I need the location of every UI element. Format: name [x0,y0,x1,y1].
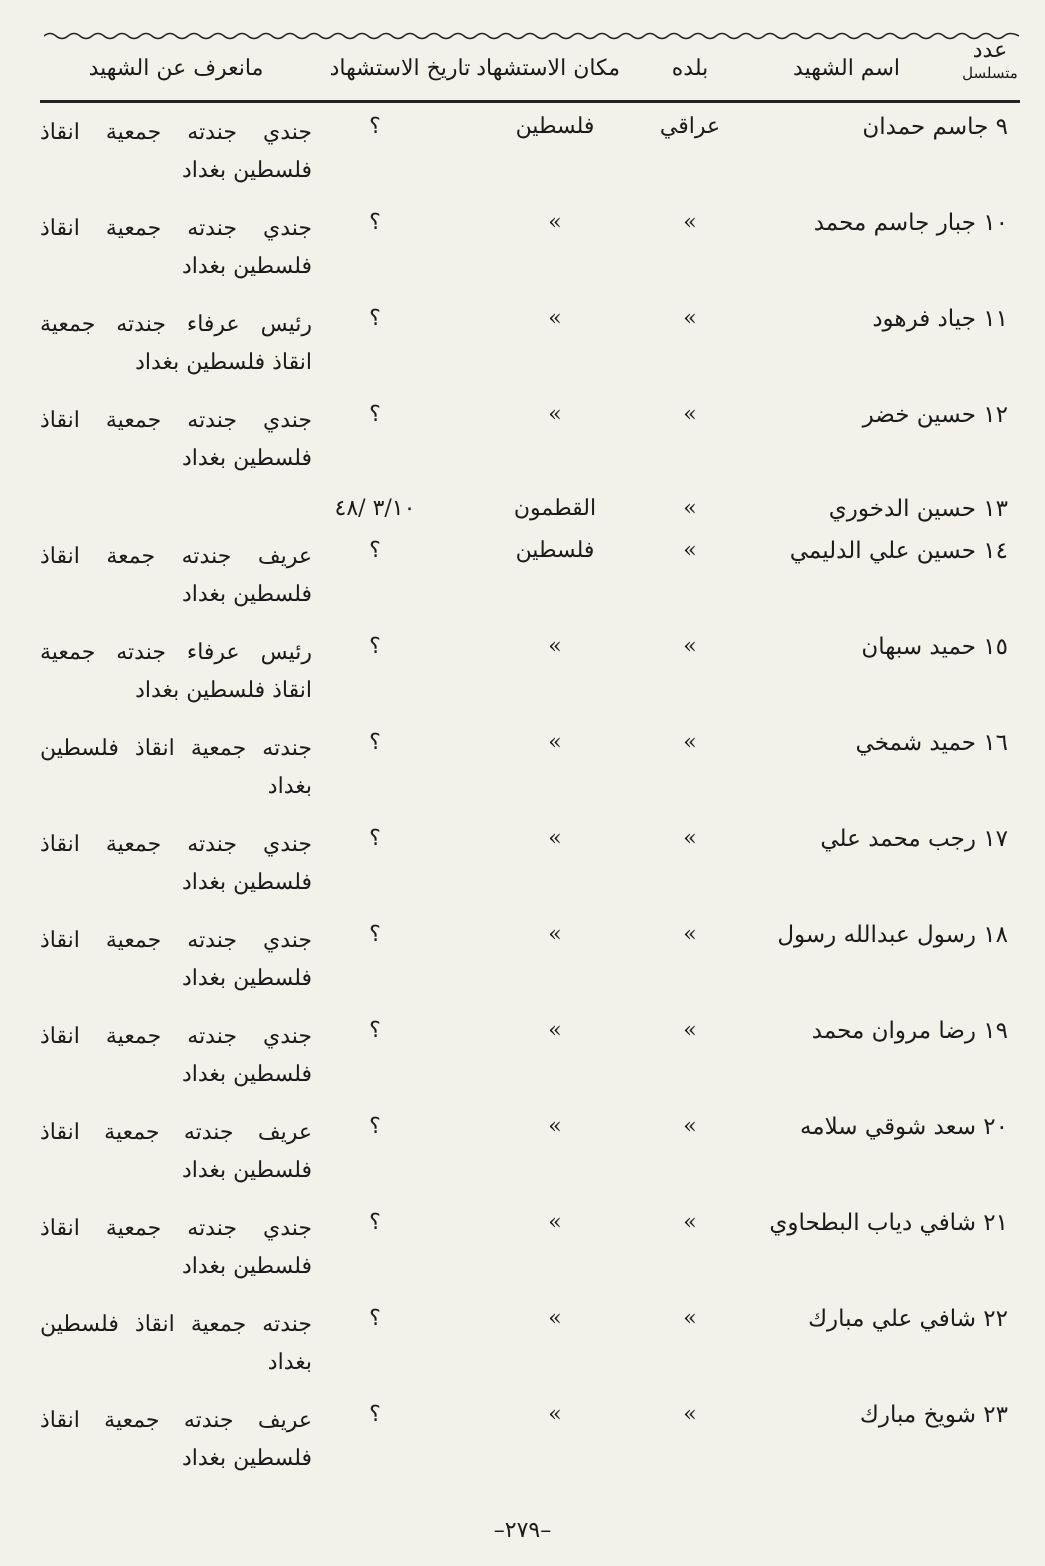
martyr-place: » [548,210,562,235]
martyr-country: » [683,634,697,659]
martyr-name: ١٨ رسول عبدالله رسول [777,922,1008,948]
martyr-name: ١٦ حميد شمخي [855,730,1008,756]
header-place: مكان الاستشهاد [476,56,620,81]
martyr-name: ٩ جاسم حمدان [862,114,1008,140]
header-serial-label: عدد [972,38,1008,63]
martyr-name: ١٢ حسين خضر [862,402,1008,428]
martyr-country: » [683,1306,697,1331]
martyr-name: ٢٢ شافي علي مبارك [808,1306,1008,1332]
header-name: اسم الشهيد [793,56,900,81]
table-row [40,1012,1020,1102]
martyr-place: فلسطين [515,114,595,139]
martyr-country: » [683,402,697,427]
martyr-date: ؟ [369,402,381,427]
martyr-notes: جندي جندته جمعية انقاذ فلسطين بغداد [40,216,312,279]
table-row [40,300,1020,390]
table-row [40,204,1020,294]
martyr-date: ؟ [369,1210,381,1235]
martyr-place: » [548,730,562,755]
header-country: بلده [671,56,709,81]
martyr-place: » [548,402,562,427]
table-row [40,490,1020,530]
header-notes: مانعرف عن الشهيد [88,56,264,81]
page-number: –٢٧٩– [493,1518,552,1543]
table-header [40,40,1020,100]
martyr-date: ؟ [369,634,381,659]
martyr-notes: عريف جندته جمعة انقاذ فلسطين بغداد [40,544,312,607]
martyr-date: ؟ [369,210,381,235]
martyr-date: ؟ [369,1018,381,1043]
martyr-place: » [548,634,562,659]
martyr-place: » [548,1402,562,1427]
martyr-country: » [683,210,697,235]
martyr-name: ١١ جياد فرهود [872,306,1008,332]
martyr-date: ؟ [369,114,381,139]
martyr-place: » [548,306,562,331]
table-row [40,1108,1020,1198]
table-row [40,724,1020,814]
martyr-place: فلسطين [515,538,595,563]
table-row [40,108,1020,198]
martyr-notes: عريف جندته جمعية انقاذ فلسطين بغداد [40,1120,312,1183]
martyr-country: » [683,826,697,851]
martyr-name: ١٤ حسين علي الدليمي [789,538,1008,564]
martyr-name: ١٧ رجب محمد علي [820,826,1008,852]
martyr-name: ١٣ حسين الدخوري [828,496,1008,522]
table-row [40,628,1020,718]
martyr-notes: جندي جندته جمعية انقاذ فلسطين بغداد [40,1024,312,1087]
martyr-country: عراقي [659,114,721,139]
martyr-country: » [683,496,697,521]
martyr-notes: جندته جمعية انقاذ فلسطين بغداد [40,736,312,799]
martyr-name: ٢١ شافي دياب البطحاوي [769,1210,1008,1236]
martyr-place: » [548,1210,562,1235]
martyr-date: ؟ [369,826,381,851]
table-row [40,1204,1020,1294]
martyr-date: ٣/١٠ /٤٨ [334,496,416,521]
martyr-date: ؟ [369,730,381,755]
header-date: تاريخ الاستشهاد [329,56,471,81]
martyr-notes: عريف جندته جمعية انقاذ فلسطين بغداد [40,1408,312,1471]
martyr-place: القطمون [513,496,597,521]
header-serial-sub: متسلسل [962,64,1018,82]
martyr-country: » [683,1210,697,1235]
martyr-place: » [548,1306,562,1331]
martyr-name: ١٠ جبار جاسم محمد [813,210,1008,236]
header-serial [960,40,1020,84]
martyr-date: ؟ [369,1114,381,1139]
martyr-country: » [683,538,697,563]
martyr-date: ؟ [369,1402,381,1427]
martyr-notes: جندته جمعية انقاذ فلسطين بغداد [40,1312,312,1375]
martyr-country: » [683,1018,697,1043]
martyr-date: ؟ [369,1306,381,1331]
martyr-country: » [683,306,697,331]
martyr-name: ٢٠ سعد شوقي سلامه [799,1114,1008,1140]
header-divider [40,100,1020,103]
martyr-name: ١٥ حميد سبهان [861,634,1008,660]
martyr-place: » [548,1114,562,1139]
martyr-date: ؟ [369,538,381,563]
martyr-notes: جندي جندته جمعية انقاذ فلسطين بغداد [40,120,312,183]
table-row [40,820,1020,910]
martyr-notes: جندي جندته جمعية انقاذ فلسطين بغداد [40,832,312,895]
martyr-country: » [683,1114,697,1139]
martyr-notes: جندي جندته جمعية انقاذ فلسطين بغداد [40,408,312,471]
martyr-name: ١٩ رضا مروان محمد [811,1018,1008,1044]
table-row [40,1300,1020,1390]
table-row [40,532,1020,622]
martyr-notes: رئيس عرفاء جندته جمعية انقاذ فلسطين بغداد [40,312,312,375]
martyr-name: ٢٣ شويخ مبارك [859,1402,1008,1428]
martyr-place: » [548,826,562,851]
martyr-place: » [548,1018,562,1043]
martyr-place: » [548,922,562,947]
martyr-notes: رئيس عرفاء جندته جمعية انقاذ فلسطين بغداد [40,640,312,703]
table-row [40,1396,1020,1486]
martyr-date: ؟ [369,306,381,331]
martyr-date: ؟ [369,922,381,947]
martyr-country: » [683,730,697,755]
martyr-notes: جندي جندته جمعية انقاذ فلسطين بغداد [40,928,312,991]
martyr-country: » [683,922,697,947]
martyr-country: » [683,1402,697,1427]
table-row [40,916,1020,1006]
table-row [40,396,1020,486]
martyr-notes: جندي جندته جمعية انقاذ فلسطين بغداد [40,1216,312,1279]
